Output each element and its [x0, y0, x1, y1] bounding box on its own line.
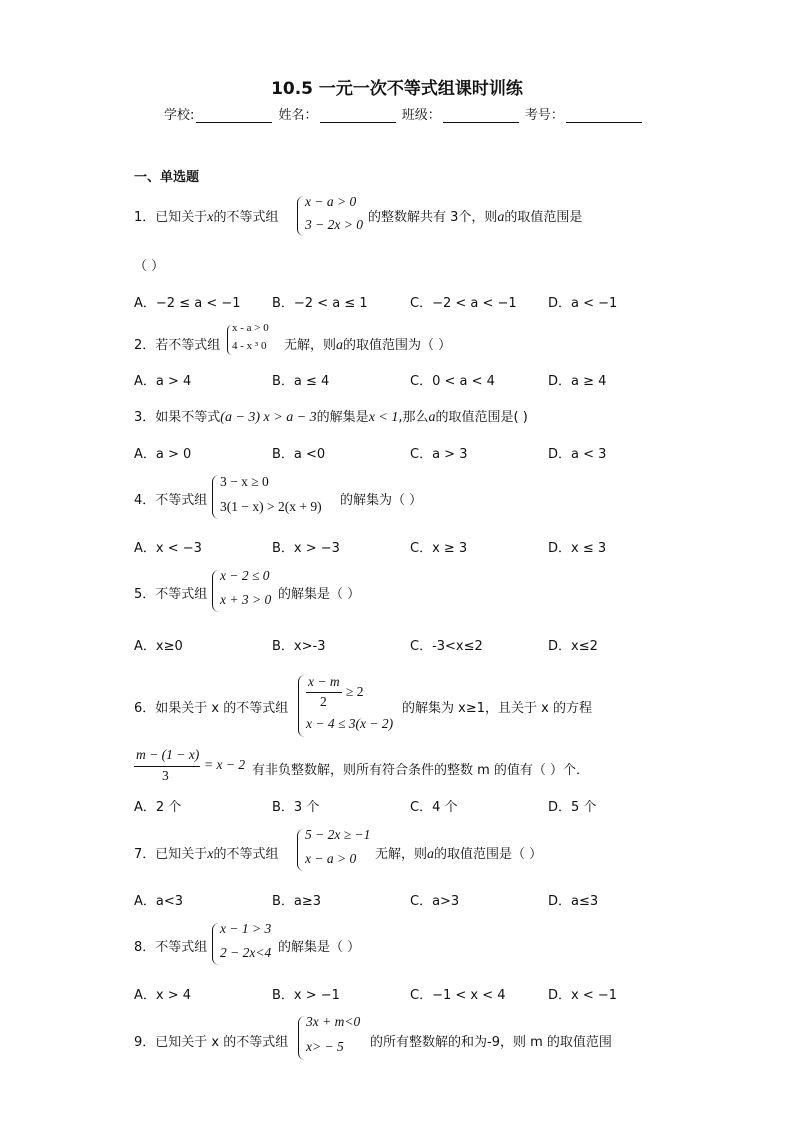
q4-ineq-2: 3(1 − x) > 2(x + 9)	[220, 499, 322, 514]
q4-stem-start: 4．不等式组	[134, 493, 208, 508]
q8-ineq-1: x − 1 > 3	[220, 921, 272, 936]
q2-option-b[interactable]: B．a ≤ 4	[272, 374, 330, 389]
school-label: 学校:	[164, 108, 195, 123]
page-title: 10.5 一元一次不等式组课时训练	[271, 79, 523, 99]
q4-ineq-1: 3 − x ≥ 0	[220, 474, 269, 489]
q5-option-d[interactable]: D．x≤2	[548, 639, 598, 654]
q7-brace	[297, 829, 304, 871]
q9-brace	[298, 1016, 305, 1060]
q6-frac-den: 2	[320, 694, 327, 709]
q5-option-b[interactable]: B．x>-3	[272, 639, 326, 654]
q4-option-b[interactable]: B．x > −3	[272, 541, 340, 556]
q6-option-d[interactable]: D．5 个	[548, 800, 597, 815]
class-label: 班级：	[401, 108, 441, 123]
q6-option-c[interactable]: C．4 个	[410, 800, 458, 815]
q1-option-c[interactable]: C．−2 < a < −1	[410, 296, 517, 311]
q6-stem-end: 有非负整数解，则所有符合条件的整数 m 的值有（ ）个．	[252, 763, 590, 778]
q1-option-b[interactable]: B．−2 < a ≤ 1	[272, 296, 368, 311]
q1-ineq-2: 3 − 2x > 0	[305, 217, 363, 232]
q6-eq-rest: = x − 2	[204, 757, 246, 772]
school-blank	[196, 110, 272, 123]
q7-stem-start: 7．已知关于x的不等式组	[134, 847, 279, 862]
q2-option-c[interactable]: C．0 < a < 4	[410, 374, 495, 389]
q1-brace	[297, 196, 304, 236]
q6-option-a[interactable]: A．2 个	[134, 800, 182, 815]
q9-stem-end: 的所有整数解的和为-9，则 m 的取值范围	[370, 1035, 612, 1050]
q6-stem-mid: 的解集为 x≥1，且关于 x 的方程	[402, 701, 592, 716]
q2-ineq-2: 4 - x ³ 0	[232, 340, 267, 352]
name-label: 姓名：	[278, 108, 318, 123]
q7-ineq-2: x − a > 0	[305, 851, 357, 866]
q6-frac-num: x − m	[308, 674, 340, 689]
q1-ineq-1: x − a > 0	[305, 194, 357, 209]
q5-brace	[212, 570, 219, 612]
q5-ineq-1: x − 2 ≤ 0	[220, 568, 270, 583]
q3-option-b[interactable]: B．a <0	[272, 447, 326, 462]
q4-option-c[interactable]: C．x ≥ 3	[410, 541, 468, 556]
q8-stem-start: 8．不等式组	[134, 940, 208, 955]
q6-ineq-1-tail: ≥ 2	[346, 684, 364, 699]
q6-ineq-2: x − 4 ≤ 3(x − 2)	[306, 716, 394, 731]
q5-option-a[interactable]: A．x≥0	[134, 639, 183, 654]
q2-stem-start: 2．若不等式组	[134, 338, 221, 353]
q4-stem-end: 的解集为（ ）	[340, 493, 423, 508]
q1-option-a[interactable]: A．−2 ≤ a < −1	[134, 296, 241, 311]
q2-option-a[interactable]: A．a > 4	[134, 374, 192, 389]
q5-option-c[interactable]: C．-3<x≤2	[410, 639, 483, 654]
q6-eq-num: m − (1 − x)	[136, 747, 200, 762]
q3-option-c[interactable]: C．a > 3	[410, 447, 468, 462]
q8-stem-end: 的解集是（ ）	[278, 940, 361, 955]
q7-option-b[interactable]: B．a≥3	[272, 894, 322, 909]
q5-stem-end: 的解集是（ ）	[278, 587, 361, 602]
number-label: 考号：	[524, 108, 564, 123]
q7-ineq-1: 5 − 2x ≥ −1	[305, 827, 371, 842]
q9-stem-start: 9．已知关于 x 的不等式组	[134, 1035, 289, 1050]
q6-eq-bar	[134, 766, 200, 767]
q6-frac-bar	[306, 692, 342, 693]
q7-option-a[interactable]: A．a<3	[134, 894, 184, 909]
q8-option-a[interactable]: A．x > 4	[134, 988, 192, 1003]
q3-stem: 3．如果不等式(a − 3) x > a − 3的解集是x < 1,那么a的取值范围是( )	[134, 410, 528, 425]
q6-brace	[298, 675, 305, 737]
q8-option-c[interactable]: C．−1 < x < 4	[410, 988, 506, 1003]
q6-eq-den: 3	[162, 768, 169, 783]
q5-stem-start: 5．不等式组	[134, 587, 208, 602]
q1-paren: （ ）	[134, 259, 165, 274]
q3-option-d[interactable]: D．a < 3	[548, 447, 607, 462]
q4-brace	[212, 475, 219, 519]
q6-stem-start: 6．如果关于 x 的不等式组	[134, 701, 289, 716]
q9-ineq-1: 3x + m<0	[306, 1014, 361, 1029]
q2-stem-end: 无解，则a的取值范围为（ ）	[284, 338, 452, 353]
q8-option-b[interactable]: B．x > −1	[272, 988, 340, 1003]
q4-option-a[interactable]: A．x < −3	[134, 541, 202, 556]
q2-ineq-1: x - a > 0	[232, 322, 269, 334]
number-blank	[566, 110, 642, 123]
q7-option-d[interactable]: D．a≤3	[548, 894, 599, 909]
q8-brace	[212, 923, 219, 965]
q8-option-d[interactable]: D．x < −1	[548, 988, 618, 1003]
q1-stem-end: 的整数解共有 3个，则a的取值范围是	[368, 210, 583, 225]
class-blank	[443, 110, 519, 123]
q7-option-c[interactable]: C．a>3	[410, 894, 460, 909]
q2-option-d[interactable]: D．a ≥ 4	[548, 374, 607, 389]
q6-option-b[interactable]: B．3 个	[272, 800, 320, 815]
q1-option-d[interactable]: D．a < −1	[548, 296, 618, 311]
q5-ineq-2: x + 3 > 0	[220, 592, 272, 607]
q1-stem-start: 1．已知关于x的不等式组	[134, 210, 279, 225]
q7-stem-end: 无解，则a的取值范围是（ ）	[375, 847, 543, 862]
section-heading: 一、单选题	[134, 170, 200, 185]
q9-ineq-2: x> − 5	[306, 1039, 344, 1054]
q4-option-d[interactable]: D．x ≤ 3	[548, 541, 607, 556]
q3-option-a[interactable]: A．a > 0	[134, 447, 192, 462]
q8-ineq-2: 2 − 2x<4	[220, 945, 272, 960]
student-info-line	[164, 104, 644, 123]
name-blank	[320, 110, 396, 123]
